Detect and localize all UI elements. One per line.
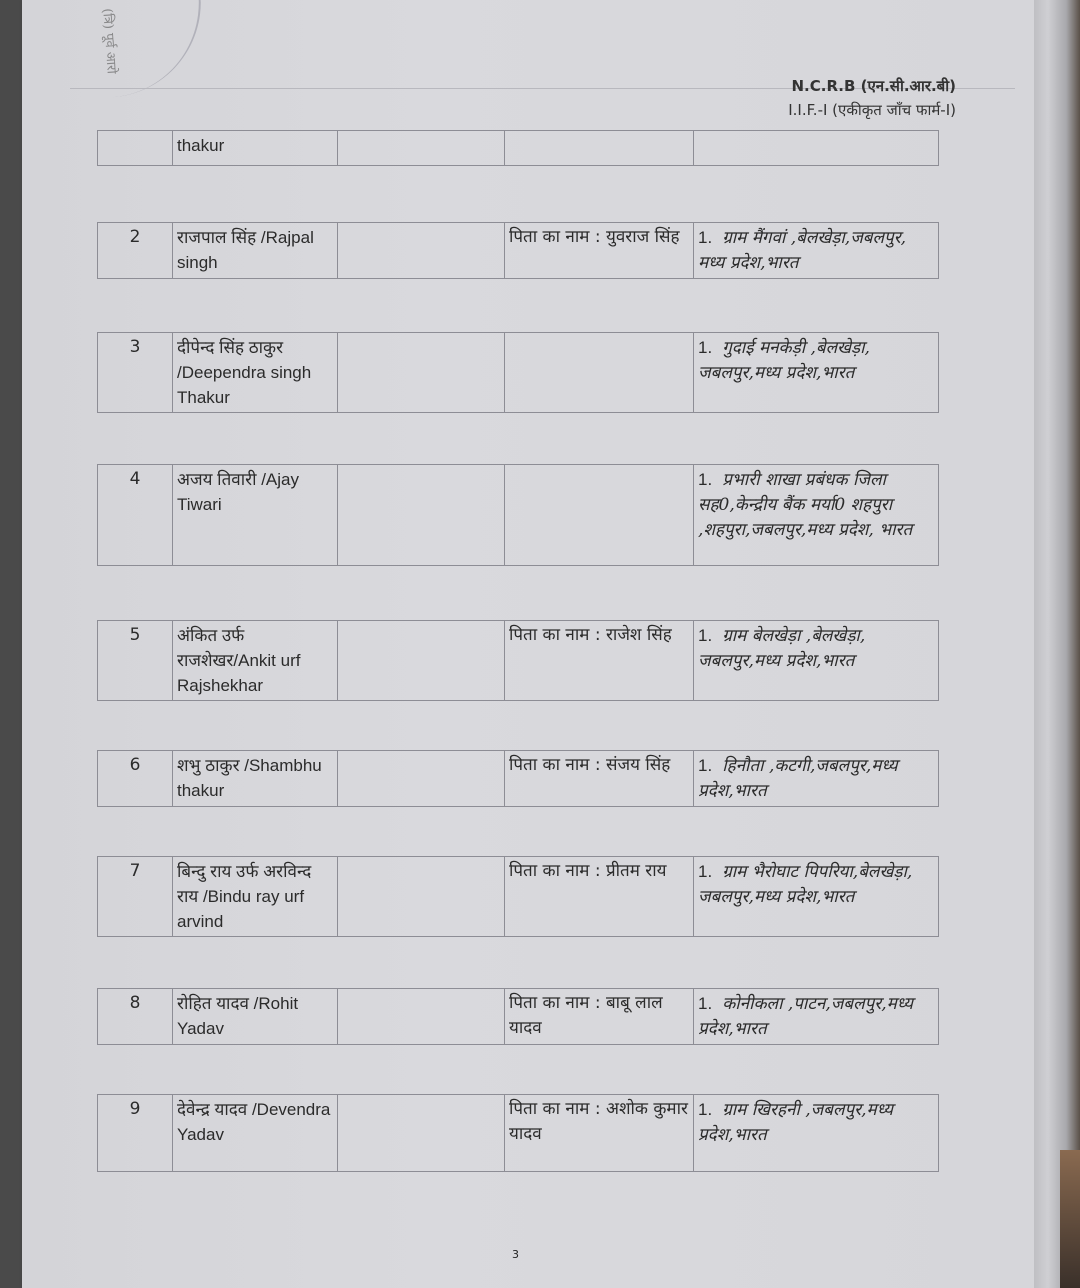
accused-table-row (97, 130, 939, 166)
accused-name: राजपाल सिंह /Rajpal singh (173, 223, 338, 279)
stamp-mark (79, 0, 207, 99)
father-name: पिता का नाम : युवराज सिंह (505, 223, 694, 279)
address (694, 1095, 939, 1172)
stamp-text: (त्रि) पूर्व आरो (99, 7, 119, 75)
blank-cell (338, 621, 505, 701)
blank-cell (338, 223, 505, 279)
blank-cell (338, 751, 505, 807)
blank-cell (338, 131, 505, 166)
blank-cell (338, 989, 505, 1045)
blank-cell (338, 857, 505, 937)
address-text: ग्राम बेलखेड़ा ,बेलखेड़ा, जबलपुर,मध्य प्रदेश,भारत (698, 626, 866, 671)
address-number: 1. (698, 862, 713, 881)
form-header (788, 74, 956, 122)
father-name (505, 333, 694, 413)
blank-cell (338, 333, 505, 413)
address-number: 1. (698, 338, 713, 357)
accused-table-row (97, 988, 939, 1045)
header-line-1: N.C.R.B (एन.सी.आर.बी) (791, 77, 956, 95)
accused-name: शभु ठाकुर /Shambhu thakur (173, 751, 338, 807)
address-number: 1. (698, 626, 713, 645)
father-name: पिता का नाम : संजय सिंह (505, 751, 694, 807)
background-edge-shadow (1060, 1150, 1080, 1288)
accused-name: बिन्दु राय उर्फ अरविन्द राय /Bindu ray urf arvind (173, 857, 338, 937)
serial-number: 5 (98, 621, 173, 701)
accused-table-row (97, 856, 939, 937)
address (694, 131, 939, 166)
serial-number: 4 (98, 465, 173, 566)
serial-number (98, 131, 173, 166)
address-number: 1. (698, 1100, 713, 1119)
serial-number: 9 (98, 1095, 173, 1172)
serial-number: 8 (98, 989, 173, 1045)
address-text: कोनीकला ,पाटन,जबलपुर,मध्य प्रदेश,भारत (698, 994, 914, 1039)
address (694, 621, 939, 701)
father-name (505, 465, 694, 566)
address-text: प्रभारी शाखा प्रबंधक जिला सह0,केन्द्रीय बैंक मर्या0 शहपुरा ,शहपुरा,जबलपुर,मध्य प्रदेश, भारत (698, 470, 913, 540)
address-number: 1. (698, 228, 713, 247)
page-number: 3 (512, 1248, 519, 1261)
header-line-2: I.I.F.-I (एकीकृत जाँच फार्म-I) (788, 101, 956, 119)
address-text: गुदाई मनकेड़ी ,बेलखेड़ा, जबलपुर,मध्य प्रदेश,भारत (698, 338, 870, 383)
address (694, 751, 939, 807)
father-name: पिता का नाम : अशोक कुमार यादव (505, 1095, 694, 1172)
address-text: ग्राम मैंगवां ,बेलखेड़ा,जबलपुर, मध्य प्रदेश,भारत (698, 228, 907, 273)
address (694, 223, 939, 279)
blank-cell (338, 1095, 505, 1172)
accused-name: अंकित उर्फ राजशेखर/Ankit urf Rajshekhar (173, 621, 338, 701)
address (694, 989, 939, 1045)
father-name: पिता का नाम : बाबू लाल यादव (505, 989, 694, 1045)
accused-name: thakur (173, 131, 338, 166)
serial-number: 6 (98, 751, 173, 807)
address (694, 333, 939, 413)
address-text: हिनौता ,कटगी,जबलपुर,मध्य प्रदेश,भारत (698, 756, 898, 801)
accused-table-row (97, 1094, 939, 1172)
address-number: 1. (698, 994, 713, 1013)
accused-table-row (97, 620, 939, 701)
address (694, 857, 939, 937)
address-number: 1. (698, 470, 713, 489)
accused-table-row (97, 222, 939, 279)
address-text: ग्राम भैरोघाट पिपरिया,बेलखेड़ा, जबलपुर,मध्य प्रदेश,भारत (698, 862, 913, 907)
father-name: पिता का नाम : प्रीतम राय (505, 857, 694, 937)
father-name (505, 131, 694, 166)
serial-number: 2 (98, 223, 173, 279)
accused-name: दीपेन्द सिंह ठाकुर /Deependra singh Thakur (173, 333, 338, 413)
blank-cell (338, 465, 505, 566)
accused-table-row (97, 464, 939, 566)
accused-name: देवेन्द्र यादव /Devendra Yadav (173, 1095, 338, 1172)
address-number: 1. (698, 756, 713, 775)
accused-table-row (97, 750, 939, 807)
accused-name: अजय तिवारी /Ajay Tiwari (173, 465, 338, 566)
serial-number: 7 (98, 857, 173, 937)
background-edge (1034, 0, 1080, 1288)
accused-name: रोहित यादव /Rohit Yadav (173, 989, 338, 1045)
address (694, 465, 939, 566)
serial-number: 3 (98, 333, 173, 413)
father-name: पिता का नाम : राजेश सिंह (505, 621, 694, 701)
address-text: ग्राम खिरहनी ,जबलपुर,मध्य प्रदेश,भारत (698, 1100, 893, 1145)
accused-table-row (97, 332, 939, 413)
